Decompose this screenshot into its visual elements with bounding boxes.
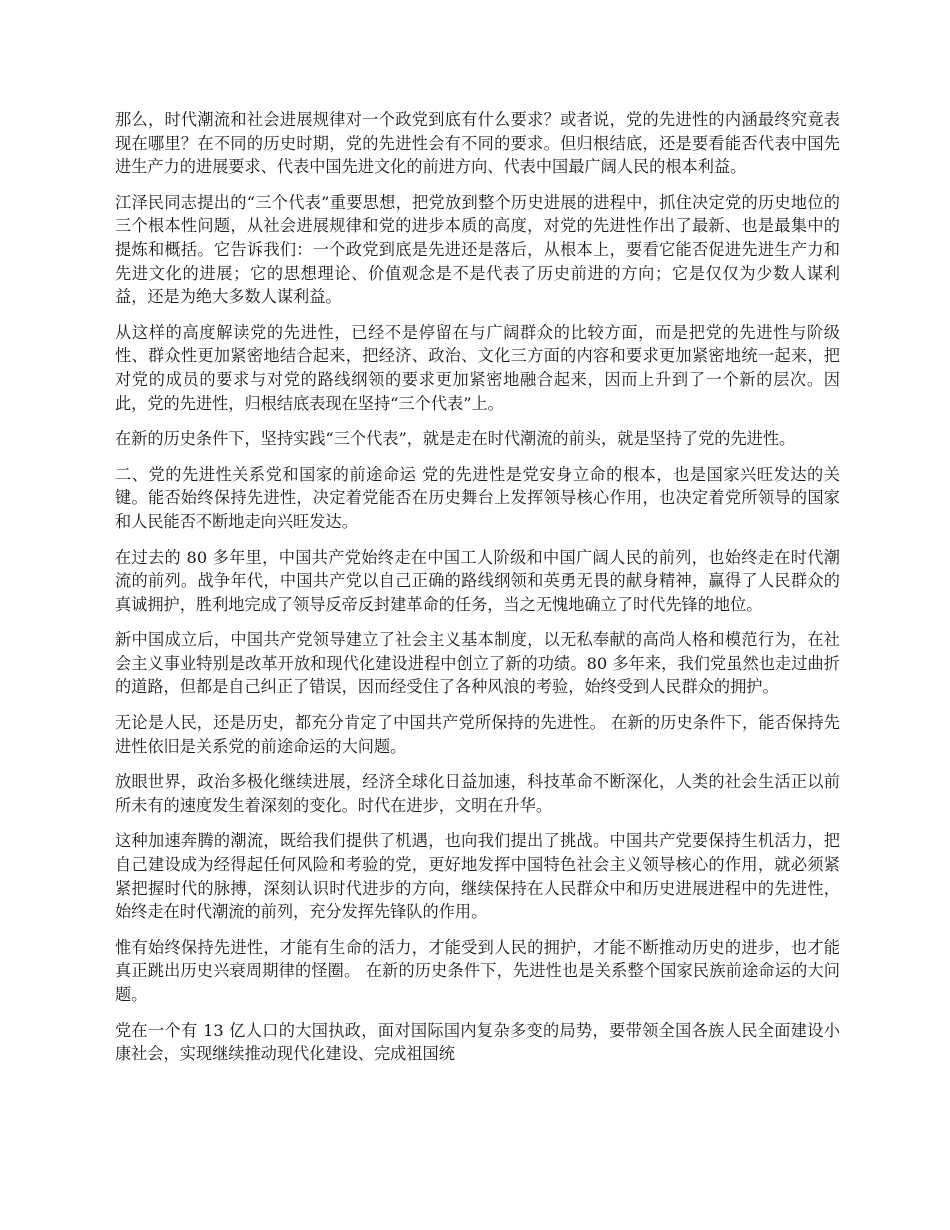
paragraph-12: 党在一个有 13 亿人口的大国执政，面对国际国内复杂多变的局势，要带领全国各族人民全面建设小康社会，实现继续推动现代化建设、完成祖国统 xyxy=(115,1020,840,1064)
paragraph-11: 惟有始终保持先进性，才能有生命的活力，才能受到人民的拥护，才能不断推动历史的进步，也才能真正跳出历史兴衰周期律的怪圈。 在新的历史条件下，先进性也是关系整个国家民族前途命运的大问题。 xyxy=(115,937,840,1004)
document-body xyxy=(115,108,840,1078)
paragraph-4: 在新的历史条件下，坚持实践“三个代表”，就是走在时代潮流的前头，就是坚持了党的先进性。 xyxy=(115,429,796,449)
paragraph-2: 江泽民同志提出的“三个代表”重要思想，把党放到整个历史进展的进程中，抓住决定党的历史地位的三个根本性问题，从社会进展规律和党的进步本质的高度，对党的先进性作出了最新、也是最集中的提炼和概括。它告诉我们：一个政党到底是先进还是落后，从根本上，要看它能否促进先进生产力和先进文化的进展；它的思想理论、价值观念是不是代表了历史前进的方向；它是仅仅为少数人谋利益，还是为绝大多数人谋利益。 xyxy=(115,192,840,307)
paragraph-9: 放眼世界，政治多极化继续进展，经济全球化日益加速，科技革命不断深化，人类的社会生活正以前所未有的速度发生着深刻的变化。时代在进步，文明在升华。 xyxy=(115,772,840,815)
paragraph-7: 新中国成立后，中国共产党领导建立了社会主义基本制度，以无私奉献的高尚人格和模范行为，在社会主义事业特别是改革开放和现代化建设进程中创立了新的功绩。80 多年来，我们党虽然也走过曲折的道路，但都是自己纠正了错误，因而经受住了各种风浪的考验，始终受到人民群众的拥护。 xyxy=(115,630,840,697)
paragraph-1: 那么，时代潮流和社会进展规律对一个政党到底有什么要求？或者说，党的先进性的内涵最终究竟表现在哪里？在不同的历史时期，党的先进性会有不同的要求。但归根结底，还是要看能否代表中国先进生产力的进展要求、代表中国先进文化的前进方向、代表中国最广阔人民的根本利益。 xyxy=(115,110,840,177)
paragraph-5: 二、党的先进性关系党和国家的前途命运 党的先进性是党安身立命的根本，也是国家兴旺发达的关键。能否始终保持先进性，决定着党能否在历史舞台上发挥领导核心作用，也决定着党所领导的国家和人民能否不断地走向兴旺发达。 xyxy=(115,464,840,531)
paragraph-10: 这种加速奔腾的潮流，既给我们提供了机遇，也向我们提出了挑战。中国共产党要保持生机活力，把自己建设成为经得起任何风险和考验的党，更好地发挥中国特色社会主义领导核心的作用，就必须紧紧把握时代的脉搏，深刻认识时代进步的方向，继续保持在人民群众中和历史进展进程中的先进性，始终走在时代潮流的前列，充分发挥先锋队的作用。 xyxy=(115,831,840,922)
paragraph-8: 无论是人民，还是历史，都充分肯定了中国共产党所保持的先进性。 在新的历史条件下，能否保持先进性依旧是关系党的前途命运的大问题。 xyxy=(115,713,840,756)
paragraph-6: 在过去的 80 多年里，中国共产党始终走在中国工人阶级和中国广阔人民的前列，也始终走在时代潮流的前列。战争年代，中国共产党以自己正确的路线纲领和英勇无畏的献身精神，赢得了人民群众的真诚拥护，胜利地完成了领导反帝反封建革命的任务，当之无愧地确立了时代先锋的地位。 xyxy=(115,547,840,614)
paragraph-3: 从这样的高度解读党的先进性，已经不是停留在与广阔群众的比较方面，而是把党的先进性与阶级性、群众性更加紧密地结合起来，把经济、政治、文化三方面的内容和要求更加紧密地统一起来，把对党的成员的要求与对党的路线纲领的要求更加紧密地融合起来，因而上升到了一个新的层次。因此，党的先进性，归根结底表现在坚持“三个代表”上。 xyxy=(115,322,840,413)
